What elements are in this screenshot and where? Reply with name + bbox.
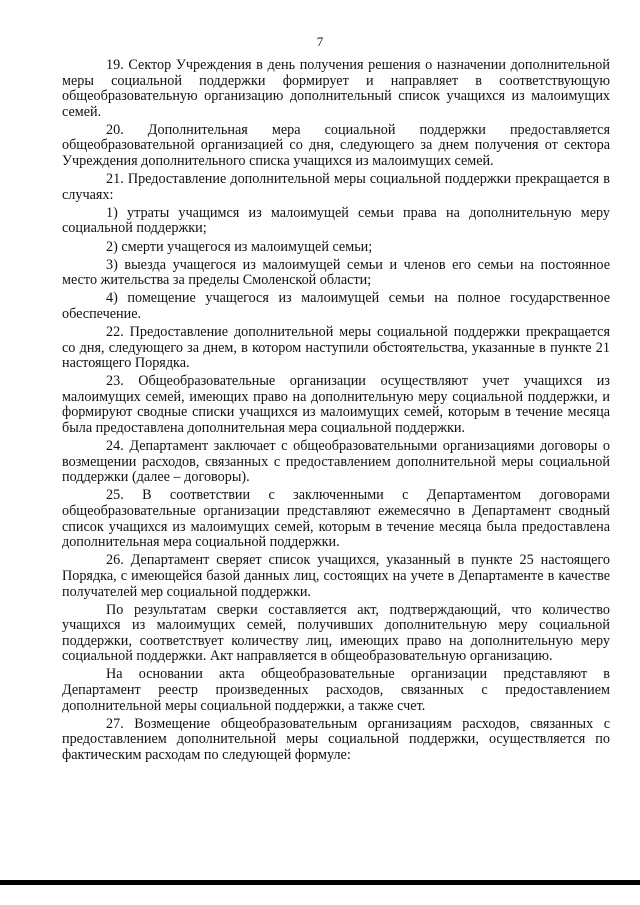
list-item-21-4: 4) помещение учащегося из малоимущей семьи на полное государственное обеспечение. (62, 290, 610, 322)
paragraph-26-reconciliation: По результатам сверки составляется акт, подтверждающий, что количество учащихся из малоимущих семей, получивших дополнительную меру социальной поддержки, соответствует количеству лиц, имеющих право на дополнительную меру социальной поддержки. Акт направляется в общеобразовательную организацию. (62, 601, 610, 665)
paragraph-27: 27. Возмещение общеобразовательным организациям расходов, связанных с предоставлением дополнительной меры социальной поддержки, осуществляется по фактическим расходам по следующей формуле: (62, 715, 610, 763)
paragraph-23: 23. Общеобразовательные организации осуществляют учет учащихся из малоимущих семей, имеющих право на дополнительную меру социальной поддержки, и формируют сводные списки учащихся из малоимущих семей, которым в течение месяца была предоставлена дополнительная мера социальной поддержки. (62, 373, 610, 437)
paragraph-24: 24. Департамент заключает с общеобразовательными организациями договоры о возмещении расходов, связанных с предоставлением дополнительной меры социальной поддержки (далее – договоры). (62, 438, 610, 486)
paragraph-26: 26. Департамент сверяет список учащихся, указанный в пункте 25 настоящего Порядка, с имеющейся базой данных лиц, состоящих на учете в Департаменте в качестве получателей мер социальной поддержки. (62, 552, 610, 600)
paragraph-26-registry: На основании акта общеобразовательные организации представляют в Департамент реестр произведенных расходов, связанных с предоставлением дополнительной меры социальной поддержки, а также счет. (62, 666, 610, 714)
paragraph-20: 20. Дополнительная мера социальной поддержки предоставляется общеобразовательной организацией со дня, следующего за днем получения от сектора Учреждения дополнительного списка учащихся из малоимущих семей. (62, 121, 610, 170)
list-item-21-2: 2) смерти учащегося из малоимущей семьи; (106, 238, 373, 255)
list-item-21-1: 1) утраты учащимся из малоимущей семьи права на дополнительную меру социальной поддержки; (62, 204, 610, 237)
paragraph-22: 22. Предоставление дополнительной меры социальной поддержки прекращается со дня, следующего за днем, в котором наступили обстоятельства, указанные в пункте 21 настоящего Порядка. (62, 324, 610, 372)
paragraph-25: 25. В соответствии с заключенными с Департаментом договорами общеобразовательные организации представляют ежемесячно в Департамент сводный список учащихся из малоимущих семей, которым в течение месяца была предоставлена дополнительная мера социальной поддержки. (62, 487, 610, 551)
page-number: 7 (316, 34, 324, 49)
document-body (62, 58, 610, 766)
paragraph-19: 19. Сектор Учреждения в день получения решения о назначении дополнительной меры социальной поддержки формирует и направляет в соответствующую общеобразовательную организацию дополнительный список учащихся из малоимущих семей. (62, 57, 610, 120)
list-item-21-3: 3) выезда учащегося из малоимущей семьи и членов его семьи на постоянное место жительства за пределы Смоленской области; (62, 256, 610, 289)
paragraph-21: 21. Предоставление дополнительной меры социальной поддержки прекращается в случаях: (62, 171, 610, 203)
bottom-divider (0, 880, 640, 885)
